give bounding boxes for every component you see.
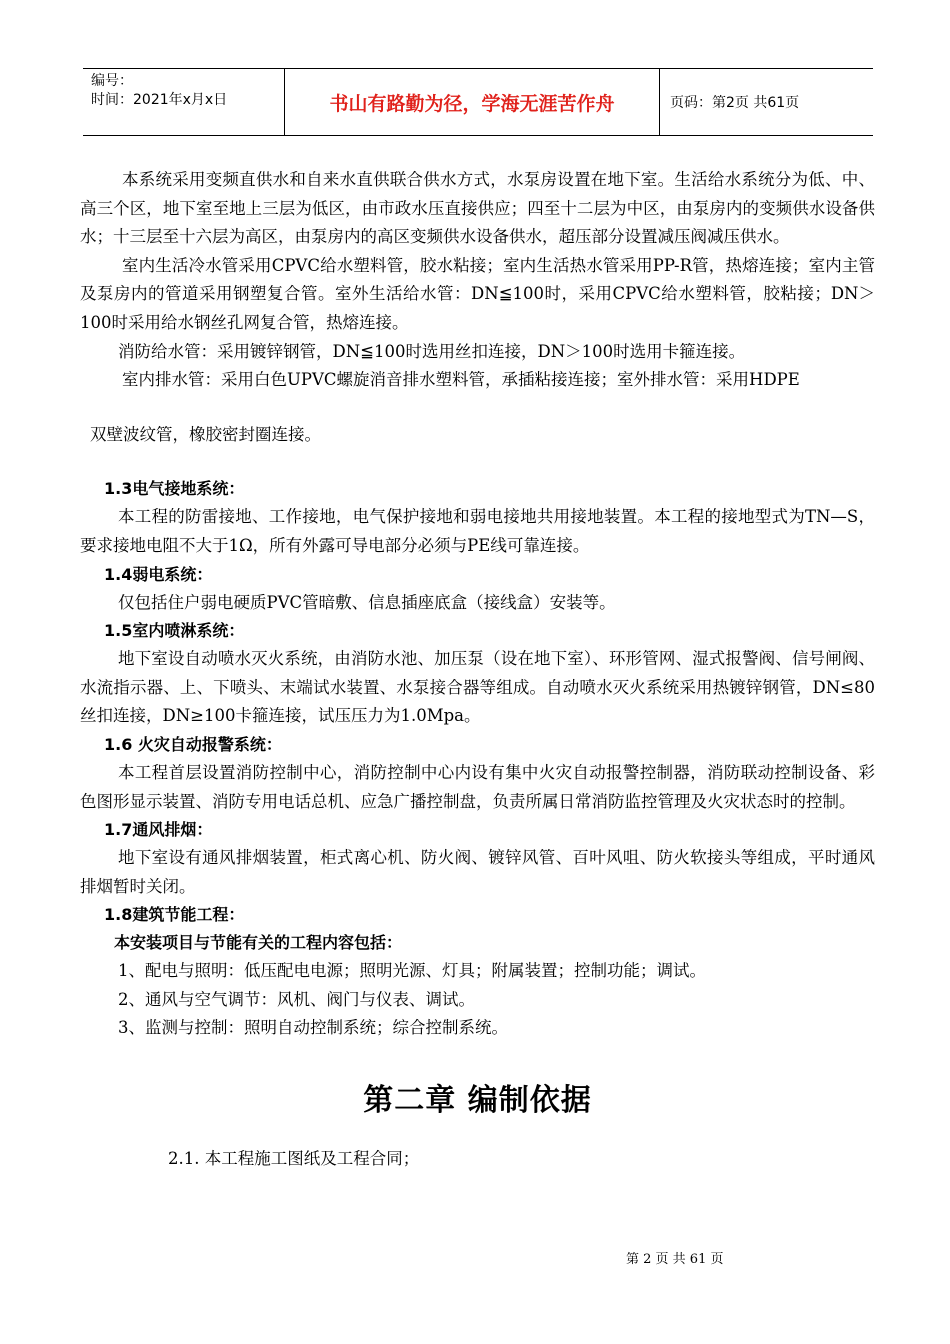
header-meta <box>83 69 285 135</box>
page-footer: 第 2 页 共 61 页 <box>626 1252 724 1267</box>
paragraph-water-supply: 本系统采用变频直供水和自来水直供联合供水方式，水泵房设置在地下室。生活给水系统分为低、中、高三个区，地下室至地上三层为低区，由市政水压直接供应；四至十二层为中区，由泵房内的变频供水设备供水；十三层至十六层为高区，由泵房内的高区变频供水设备供水，超压部分设置减压阀减压供水。 <box>80 170 875 247</box>
section-body-1-5: 地下室设自动喷水灭火系统，由消防水池、加压泵（设在地下室）、环形管网、湿式报警阀、信号闸阀、水流指示器、上、下喷头、末端试水装置、水泵接合器等组成。自动喷水灭火系统采用热镀锌钢管，DN≤80丝扣连接，DN≥100卡箍连接，试压压力为1.0Mpa。 <box>80 649 875 726</box>
section-title-1-4: 1.4弱电系统： <box>104 564 213 584</box>
header-motto: 书山有路勤为径，学海无涯苦作舟 <box>285 69 660 135</box>
header-number-label: 编号： <box>91 73 133 89</box>
section-title-1-8: 1.8建筑节能工程： <box>104 905 245 925</box>
paragraph-fire-pipes: 消防给水管：采用镀锌钢管，DN≦100时选用丝扣连接，DN＞100时选用卡箍连接。 <box>118 341 746 361</box>
document-body <box>80 166 875 1173</box>
section-body-1-6: 本工程首层设置消防控制中心，消防控制中心内设有集中火灾自动报警控制器，消防联动控制设备、彩色图形显示装置、消防专用电话总机、应急广播控制盘，负责所属日常消防监控管理及火灾状态时的控制。 <box>80 762 875 811</box>
section-body-1-7: 地下室设有通风排烟装置，柜式离心机、防火阀、镀锌风管、百叶风咀、防火软接头等组成，平时通风排烟暂时关闭。 <box>80 848 875 896</box>
section-title-1-6: 1.6 火灾自动报警系统： <box>104 734 282 754</box>
section-body-1-3: 本工程的防雷接地、工作接地，电气保护接地和弱电接地共用接地装置。本工程的接地型式为TN—S，要求接地电阻不大于1Ω，所有外露可导电部分必须与PE线可靠连接。 <box>80 507 875 555</box>
section-title-1-5: 1.5室内喷淋系统： <box>104 621 245 641</box>
section-body-1-4: 仅包括住户弱电硬质PVC管暗敷、信息插座底盒（接线盒）安装等。 <box>118 592 616 612</box>
section-title-1-3: 1.3电气接地系统： <box>104 479 245 499</box>
energy-item-1: 1、配电与照明：低压配电电源；照明光源、灯具；附属装置；控制功能；调试。 <box>118 961 706 981</box>
page-header <box>83 68 873 136</box>
header-page-info: 页码：第2页 共61页 <box>670 95 800 111</box>
paragraph-indoor-pipes: 室内生活冷水管采用CPVC给水塑料管，胶水粘接；室内生活热水管采用PP-R管，热熔连接；室内主管及泵房内的管道采用钢塑复合管。室外生活给水管：DN≦100时，采用CPVC给水塑料管，胶粘接；DN＞100时采用给水钢丝孔网复合管，热熔连接。 <box>80 255 875 332</box>
section-title-1-7: 1.7通风排烟： <box>104 820 213 840</box>
paragraph-drainage-cont: 双壁波纹管，橡胶密封圈连接。 <box>90 424 321 444</box>
energy-item-2: 2、通风与空气调节：风机、阀门与仪表、调试。 <box>118 989 475 1009</box>
section-body-1-8: 本安装项目与节能有关的工程内容包括： <box>114 933 403 953</box>
chapter-title: 第二章 编制依据 <box>363 1083 592 1119</box>
section-2-1: 2.1. 本工程施工图纸及工程合同； <box>168 1149 420 1169</box>
paragraph-drainage: 室内排水管：采用白色UPVC螺旋消音排水塑料管，承插粘接连接；室外排水管：采用HDPE <box>122 370 800 390</box>
header-time-label: 时间：2021年x月x日 <box>91 92 228 108</box>
energy-item-3: 3、监测与控制：照明自动控制系统；综合控制系统。 <box>118 1018 508 1038</box>
